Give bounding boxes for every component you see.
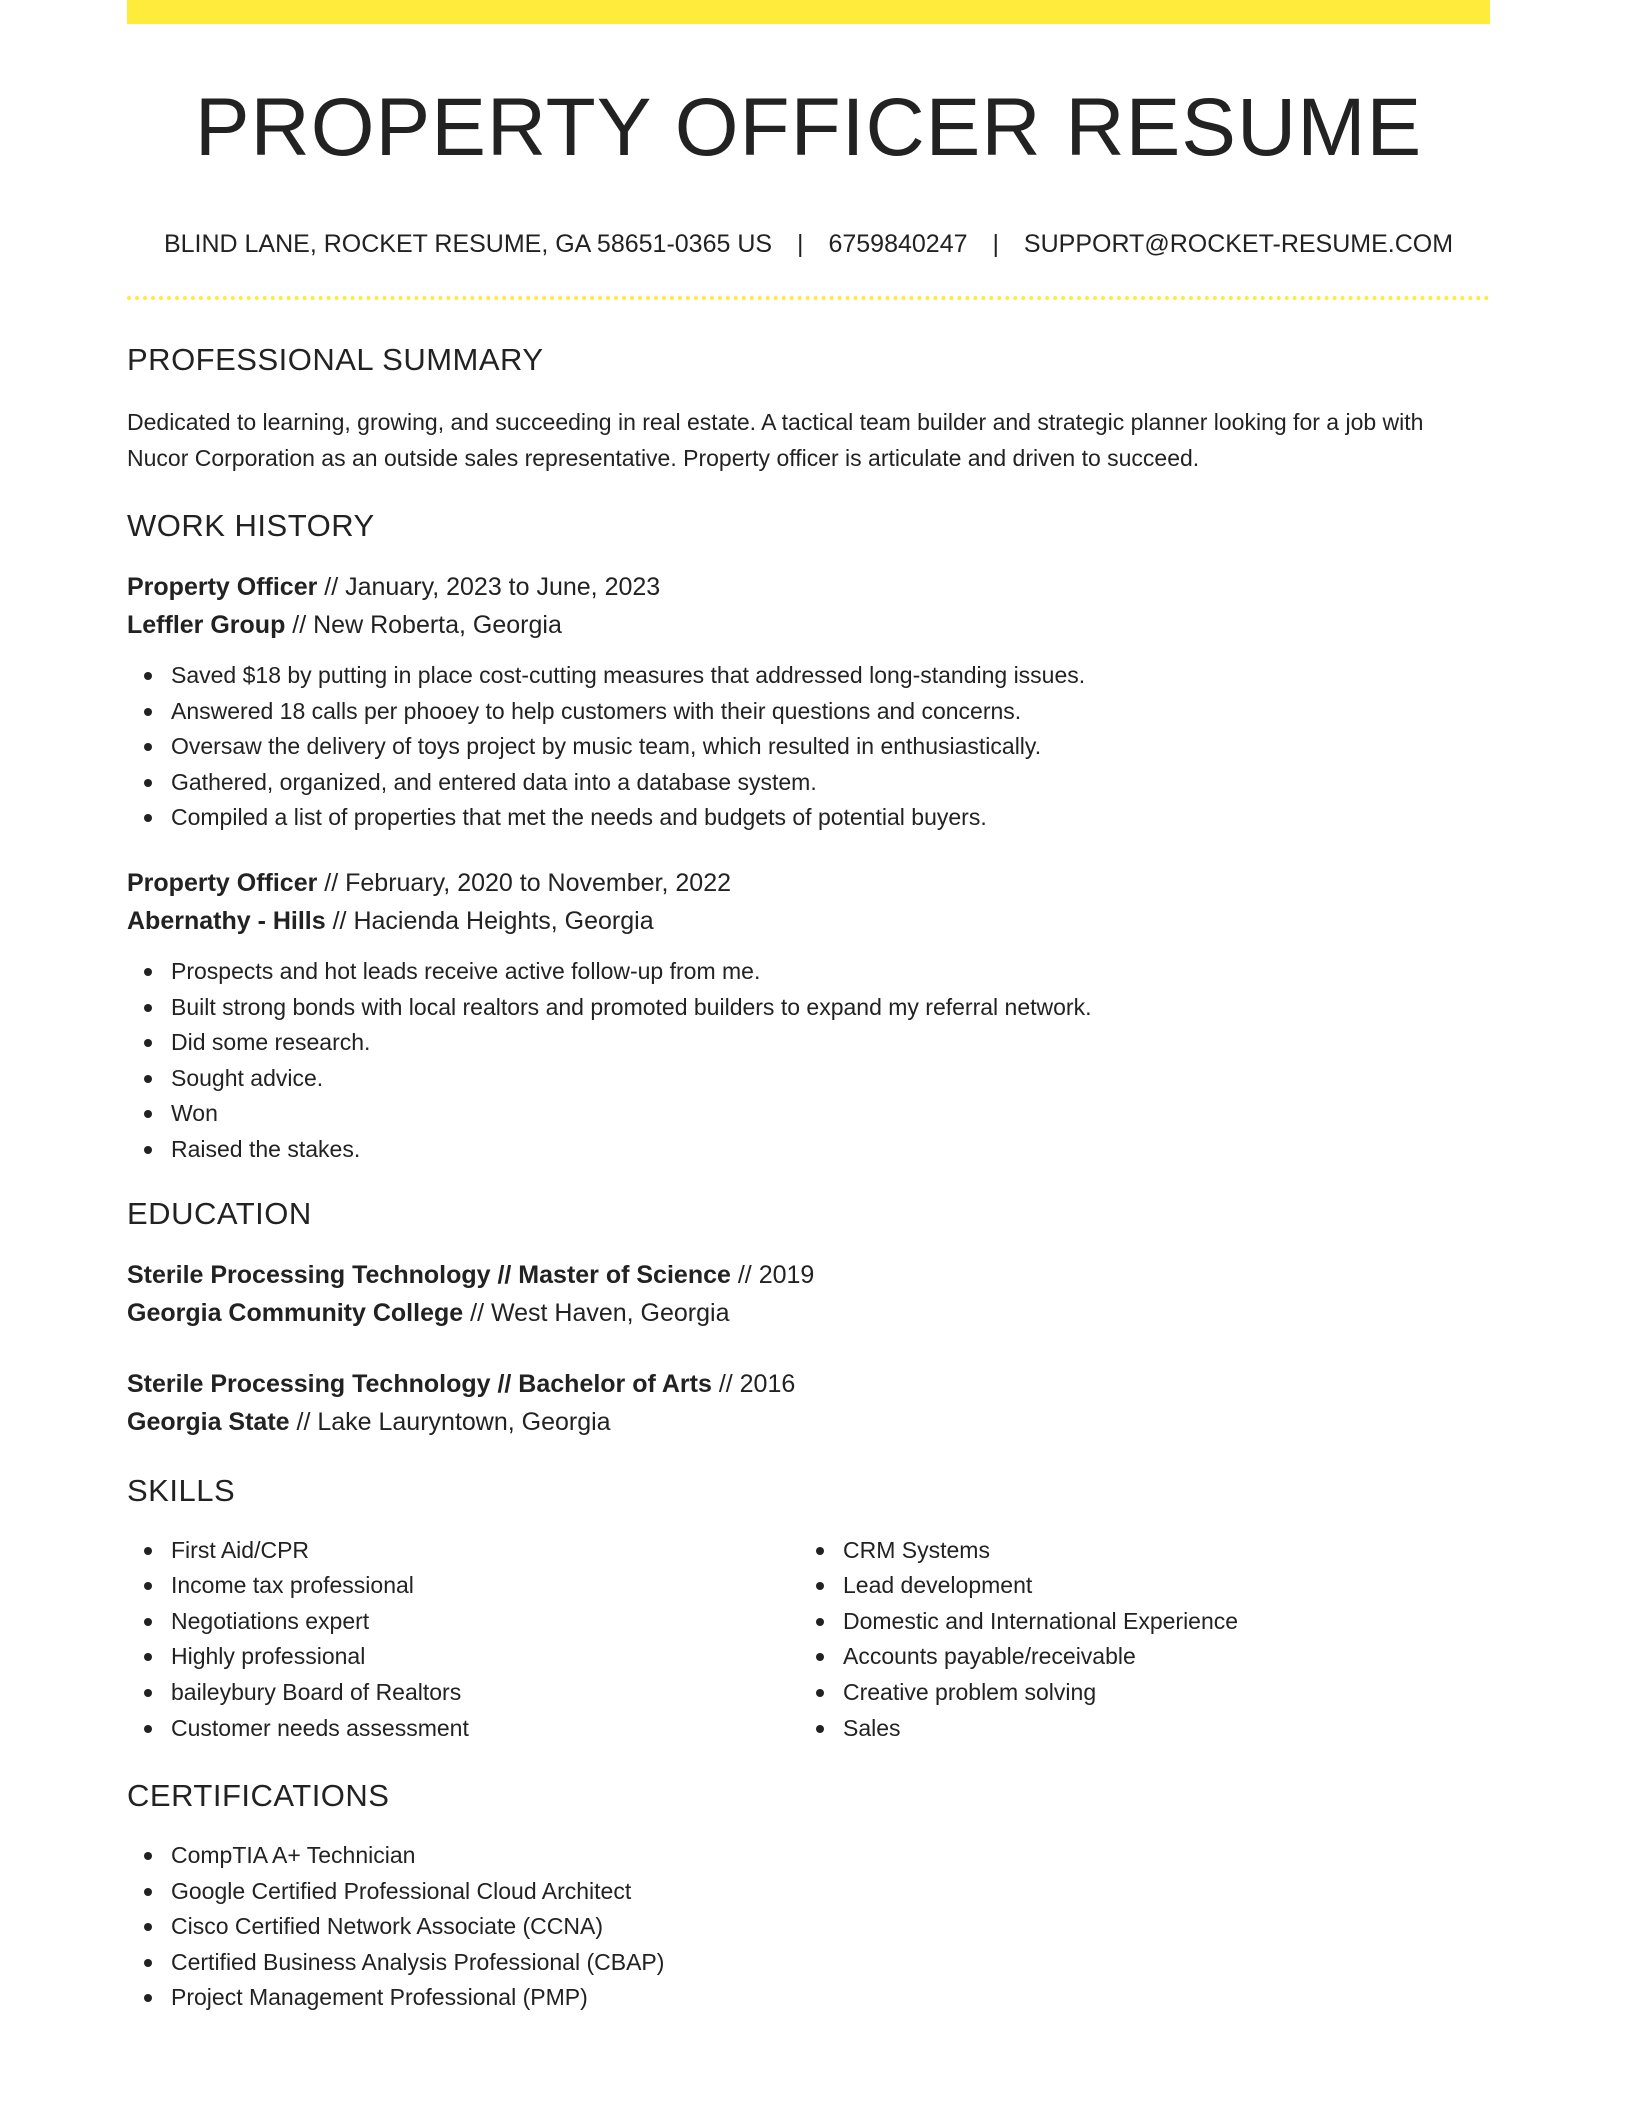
bullet-icon — [816, 1725, 824, 1733]
list-item — [843, 1604, 1490, 1640]
skills-columns — [127, 1533, 1490, 1747]
bullet-icon — [144, 1618, 152, 1626]
list-item-text: Lead development — [843, 1572, 1033, 1599]
list-item-text: Highly professional — [171, 1643, 366, 1670]
contact-phone: 6759840247 — [828, 230, 968, 258]
contact-separator: | — [992, 230, 999, 258]
list-item — [171, 694, 1490, 730]
job-bullets — [127, 954, 1490, 1168]
bullet-icon — [144, 1039, 152, 1047]
job-location: // New Roberta, Georgia — [285, 611, 562, 639]
list-item — [843, 1711, 1490, 1747]
resume-content — [127, 0, 1490, 2016]
skills-column-left — [127, 1533, 799, 1747]
bullet-icon — [144, 1075, 152, 1083]
contact-line — [127, 228, 1490, 260]
list-item-text: Negotiations expert — [171, 1607, 370, 1634]
bullet-icon — [144, 1582, 152, 1590]
certifications-list — [127, 1838, 1490, 2016]
bullet-icon — [144, 1852, 152, 1860]
skills-list-right — [799, 1533, 1490, 1747]
contact-separator: | — [797, 230, 804, 258]
bullet-icon — [144, 1146, 152, 1154]
bullet-icon — [816, 1618, 824, 1626]
list-item-text: Won — [171, 1100, 218, 1127]
bullet-icon — [144, 1994, 152, 2002]
list-item — [171, 1096, 1490, 1132]
list-item — [843, 1568, 1490, 1604]
list-item-text: Income tax professional — [171, 1572, 414, 1599]
list-item-text: Sought advice. — [171, 1064, 324, 1091]
dotted-divider — [127, 296, 1490, 300]
education-school-line — [127, 1403, 1490, 1441]
list-item — [171, 1604, 799, 1640]
bullet-icon — [816, 1582, 824, 1590]
bullet-icon — [144, 1888, 152, 1896]
bullet-icon — [144, 1547, 152, 1555]
bullet-icon — [144, 1004, 152, 1012]
skills-column-right — [799, 1533, 1490, 1747]
bullet-icon — [816, 1653, 824, 1661]
list-item-text: Prospects and hot leads receive active follow-up from me. — [171, 957, 761, 984]
bullet-icon — [144, 1923, 152, 1931]
education-year: // 2016 — [711, 1369, 796, 1398]
bullet-icon — [144, 1653, 152, 1661]
list-item-text: Gathered, organized, and entered data into a database system. — [171, 768, 817, 795]
list-item — [171, 1711, 799, 1747]
job-entry — [127, 864, 1490, 1168]
list-item — [171, 1533, 799, 1569]
job-entry — [127, 568, 1490, 836]
page-title: PROPERTY OFFICER RESUME — [194, 82, 1423, 173]
bullet-icon — [144, 672, 152, 680]
skills-heading: SKILLS — [127, 1472, 236, 1508]
bullet-icon — [144, 1689, 152, 1697]
work-history-heading: WORK HISTORY — [127, 508, 375, 543]
list-item — [171, 1980, 1490, 2016]
list-item-text: baileybury Board of Realtors — [171, 1678, 462, 1705]
list-item-text: Customer needs assessment — [171, 1714, 469, 1741]
job-title: Property Officer — [127, 573, 318, 601]
job-company: Leffler Group — [127, 611, 286, 639]
bullet-icon — [144, 708, 152, 716]
education-degree-line — [127, 1365, 1490, 1403]
list-item — [171, 1945, 1490, 1981]
education-school: Georgia State — [127, 1407, 290, 1436]
education-location: // West Haven, Georgia — [463, 1298, 730, 1327]
list-item — [171, 990, 1490, 1026]
job-dates: // February, 2020 to November, 2022 — [317, 868, 732, 897]
list-item — [171, 765, 1490, 801]
list-item-text: Built strong bonds with local realtors and promoted builders to expand my referral network. — [171, 993, 1092, 1020]
bullet-icon — [816, 1547, 824, 1555]
list-item-text: Accounts payable/receivable — [843, 1643, 1136, 1670]
education-degree: Sterile Processing Technology // Bachelor of Arts — [127, 1369, 712, 1398]
education-location: // Lake Lauryntown, Georgia — [289, 1407, 611, 1436]
education-school-line — [127, 1294, 1490, 1332]
list-item-text: Project Management Professional (PMP) — [171, 1984, 588, 2011]
list-item-text: First Aid/CPR — [171, 1536, 310, 1563]
list-item-text: CRM Systems — [843, 1536, 990, 1563]
education-degree-line — [127, 1256, 1490, 1294]
list-item-text: CompTIA A+ Technician — [171, 1842, 416, 1869]
skills-list-left — [127, 1533, 799, 1747]
list-item — [171, 1061, 1490, 1097]
list-item-text: Saved $18 by putting in place cost-cutting measures that addressed long-standing issues. — [171, 662, 1086, 688]
education-entry — [127, 1365, 1490, 1441]
list-item-text: Google Certified Professional Cloud Architect — [171, 1877, 632, 1904]
list-item — [171, 800, 1490, 836]
list-item-text: Compiled a list of properties that met the needs and budgets of potential buyers. — [171, 804, 987, 831]
education-entry — [127, 1256, 1490, 1332]
job-company-line — [127, 606, 1490, 644]
job-title: Property Officer — [127, 868, 318, 897]
contact-address: BLIND LANE, ROCKET RESUME, GA 58651-0365 US — [163, 230, 773, 258]
list-item-text: Domestic and International Experience — [843, 1607, 1239, 1634]
list-item — [171, 954, 1490, 990]
bullet-icon — [816, 1689, 824, 1697]
bullet-icon — [144, 1110, 152, 1118]
list-item — [843, 1639, 1490, 1675]
list-item — [171, 1909, 1490, 1945]
list-item-text: Raised the stakes. — [171, 1135, 361, 1162]
education-degree: Sterile Processing Technology // Master of Science — [127, 1260, 731, 1289]
job-location: // Hacienda Heights, Georgia — [325, 906, 654, 935]
bullet-icon — [144, 1725, 152, 1733]
education-year: // 2019 — [730, 1260, 815, 1289]
certifications-heading: CERTIFICATIONS — [127, 1778, 390, 1814]
list-item — [171, 658, 1490, 694]
list-item — [171, 1675, 799, 1711]
job-title-line — [127, 568, 1490, 606]
list-item — [171, 1568, 799, 1604]
bullet-icon — [144, 779, 152, 787]
list-item — [843, 1675, 1490, 1711]
list-item-text: Answered 18 calls per phooey to help customers with their questions and concerns. — [171, 697, 1022, 724]
job-bullets — [127, 658, 1490, 836]
list-item-text: Creative problem solving — [843, 1678, 1097, 1705]
list-item-text: Did some research. — [171, 1029, 371, 1056]
bullet-icon — [144, 814, 152, 822]
list-item — [843, 1533, 1490, 1569]
list-item — [171, 1132, 1490, 1168]
summary-heading: PROFESSIONAL SUMMARY — [127, 342, 544, 377]
education-school: Georgia Community College — [127, 1298, 464, 1327]
bullet-icon — [144, 743, 152, 751]
list-item — [171, 1874, 1490, 1910]
bullet-icon — [144, 1959, 152, 1967]
contact-email: SUPPORT@ROCKET-RESUME.COM — [1023, 230, 1454, 258]
list-item — [171, 729, 1490, 765]
list-item-text: Sales — [843, 1714, 901, 1741]
job-dates: // January, 2023 to June, 2023 — [317, 573, 661, 601]
job-company: Abernathy - Hills — [127, 906, 326, 935]
bullet-icon — [144, 968, 152, 976]
summary-text: Dedicated to learning, growing, and succeeding in real estate. A tactical team builder and strategic planner looking for a job with Nucor Corporation as an outside sales representative. Property officer is articulate and driven to succeed. — [127, 409, 1424, 471]
list-item-text: Certified Business Analysis Professional (CBAP) — [171, 1948, 665, 1975]
list-item — [171, 1025, 1490, 1061]
list-item-text: Cisco Certified Network Associate (CCNA) — [171, 1913, 604, 1940]
education-heading: EDUCATION — [127, 1195, 312, 1231]
job-company-line — [127, 902, 1490, 940]
job-title-line — [127, 864, 1490, 902]
list-item — [171, 1639, 799, 1675]
list-item-text: Oversaw the delivery of toys project by music team, which resulted in enthusiastically. — [171, 733, 1042, 760]
list-item — [171, 1838, 1490, 1874]
